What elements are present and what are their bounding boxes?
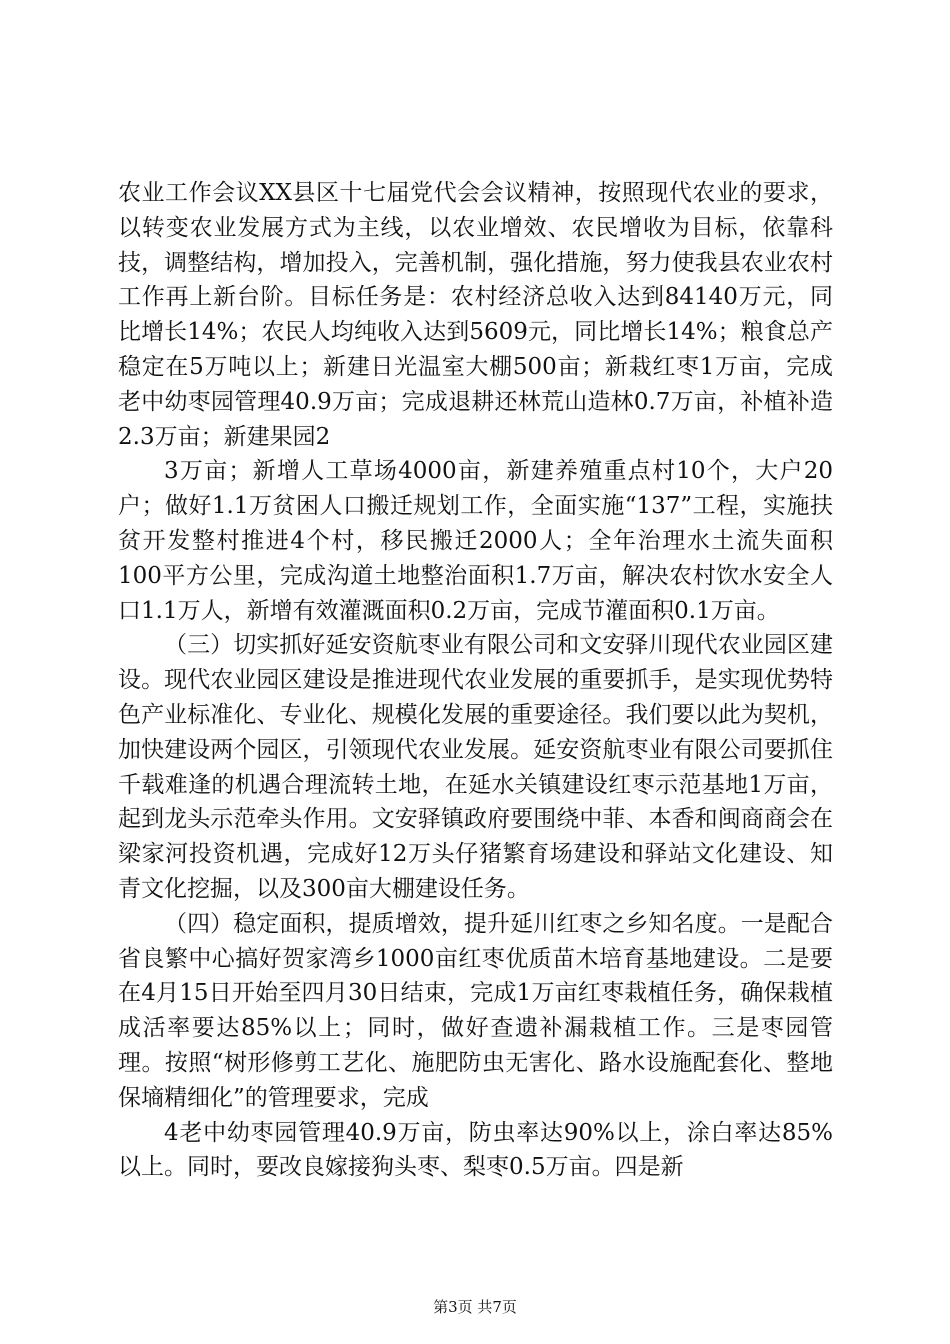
page-number-footer: 第3页 共7页 bbox=[433, 1298, 517, 1316]
paragraph-targets-continued: 3万亩；新增人工草场4000亩，新建养殖重点村10个，大户20户；做好1.1万贫困人口搬迁规划工作，全面实施“137”工程，实施扶贫开发整村推进4个村，移民搬迁2000人；全年治理水土流失面积100平方公里，完成沟道土地整治面积1.7万亩，解决农村饮水安全人口1.1万人，新增有效灌溉面积0.2万亩，完成节灌面积0.1万亩。 bbox=[118, 458, 833, 624]
paragraph-section-four: （四）稳定面积，提质增效，提升延川红枣之乡知名度。一是配合省良繁中心搞好贺家湾乡1000亩红枣优质苗木培育基地建设。二是要在4月15日开始至四月30日结束，完成1万亩红枣栽植任务，确保栽植成活率要达85%以上；同时，做好查遗补漏栽植工作。三是枣园管理。按照“树形修剪工艺化、施肥防虫无害化、路水设施配套化、整地保墒精细化”的管理要求，完成 bbox=[118, 910, 833, 1111]
paragraph-orchard-management: 4老中幼枣园管理40.9万亩，防虫率达90%以上，涂白率达85%以上。同时，要改良嫁接狗头枣、梨枣0.5万亩。四是新 bbox=[118, 1119, 833, 1181]
paragraph-agri-meeting: 农业工作会议XX县区十七届党代会会议精神，按照现代农业的要求，以转变农业发展方式为主线，以农业增效、农民增收为目标，依靠科技，调整结构，增加投入，完善机制，强化措施，努力使我县农业农村工作再上新台阶。目标任务是：农村经济总收入达到84140万元，同比增长14%；农民人均纯收入达到5609元，同比增长14%；粮食总产稳定在5万吨以上；新建日光温室大棚500亩；新栽红枣1万亩，完成老中幼枣园管理40.9万亩；完成退耕还林荒山造林0.7万亩，补植补造2.3万亩；新建果园2 bbox=[118, 180, 833, 450]
document-body bbox=[118, 176, 833, 1185]
paragraph-section-three: （三）切实抓好延安资航枣业有限公司和文安驿川现代农业园区建设。现代农业园区建设是推进现代农业发展的重要抓手，是实现优势特色产业标准化、专业化、规模化发展的重要途径。我们要以此为契机，加快建设两个园区，引领现代农业发展。延安资航枣业有限公司要抓住千载难逢的机遇合理流转土地，在延水关镇建设红枣示范基地1万亩，起到龙头示范牵头作用。文安驿镇政府要围绕中菲、本香和闽商商会在梁家河投资机遇，完成好12万头仔猪繁育场建设和驿站文化建设、知青文化挖掘，以及300亩大棚建设任务。 bbox=[118, 632, 833, 902]
